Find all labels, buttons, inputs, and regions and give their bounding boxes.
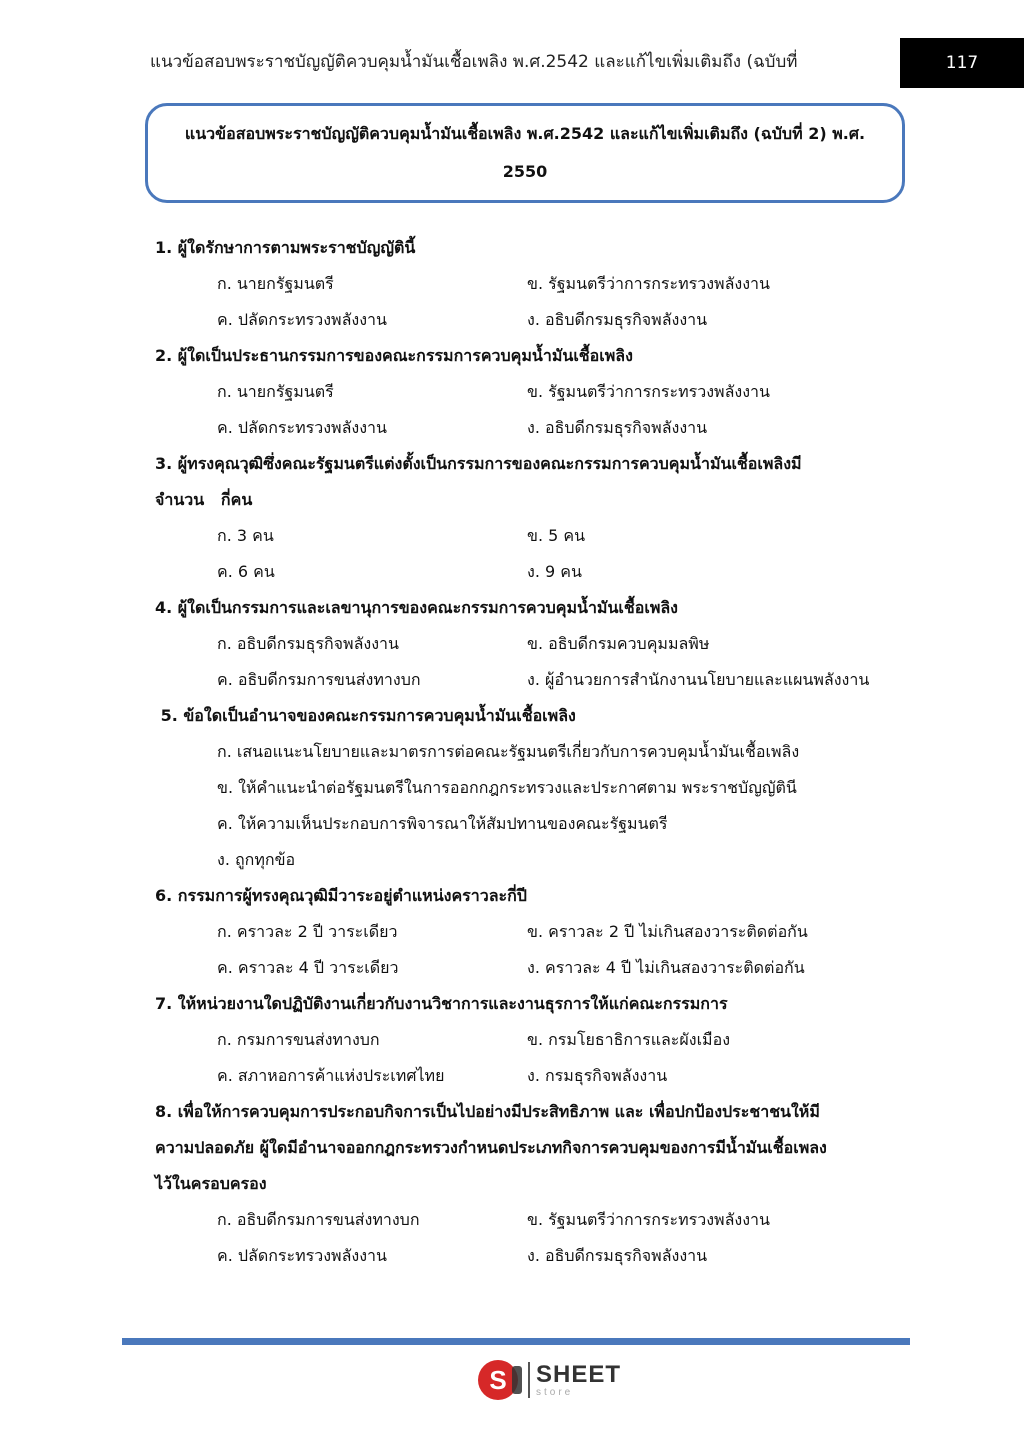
option-a: ก. 3 คน [217, 526, 274, 545]
question-text-line-2: ความปลอดภัย ผู้ใดมีอำนาจออกกฎกระทรวงกำหนดประเภทกิจการควบคุมของการมีน้ำมันเชื้อเพลง [155, 1138, 827, 1157]
title-line-2: 2550 [502, 162, 548, 181]
option-d: ง. อธิบดีกรมธุรกิจพลังงาน [527, 310, 708, 329]
option-d: ง. คราวละ 4 ปี ไม่เกินสองวาระติดต่อกัน [527, 958, 805, 977]
option-d: ง. 9 คน [527, 562, 582, 581]
option-a: ก. เสนอแนะนโยบายและมาตรการต่อคณะรัฐมนตรีเกี่ยวกับการควบคุมน้ำมันเชื้อเพลิง [217, 742, 800, 761]
option-b: ข. รัฐมนตรีว่าการกระทรวงพลังงาน [527, 274, 770, 293]
question-text: 4. ผู้ใดเป็นกรรมการและเลขานุการของคณะกรรมการควบคุมน้ำมันเชื้อเพลิง [155, 598, 678, 617]
question-text: 6. กรรมการผู้ทรงคุณวุฒิมีวาระอยู่ตำแหน่งคราวละกี่ปี [155, 886, 527, 905]
option-a: ก. นายกรัฐมนตรี [217, 382, 334, 401]
question-text-line-3: ไว้ในครอบครอง [155, 1174, 267, 1193]
question-2 [155, 338, 915, 446]
option-a: ก. อธิบดีกรมธุรกิจพลังงาน [217, 634, 399, 653]
question-text: 1. ผู้ใดรักษาการตามพระราชบัญญัตินี้ [155, 238, 416, 257]
question-8 [155, 1094, 915, 1274]
footer-divider [122, 1338, 910, 1345]
option-d: ง. ถูกทุกข้อ [217, 850, 296, 869]
title-line-1: แนวข้อสอบพระราชบัญญัติควบคุมน้ำมันเชื้อเพลิง พ.ศ.2542 และแก้ไขเพิ่มเติมถึง (ฉบับที่ 2) พ.ศ. [184, 124, 866, 143]
option-b: ข. รัฐมนตรีว่าการกระทรวงพลังงาน [527, 1210, 770, 1229]
option-b: ข. 5 คน [527, 526, 586, 545]
option-b: ข. ให้คำแนะนำต่อรัฐมนตรีในการออกกฎกระทรวงและประกาศตาม พระราชบัญญัตินี [217, 778, 797, 797]
option-b: ข. รัฐมนตรีว่าการกระทรวงพลังงาน [527, 382, 770, 401]
option-a: ก. อธิบดีกรมการขนส่งทางบก [217, 1210, 420, 1229]
option-a: ก. กรมการขนส่งทางบก [217, 1030, 380, 1049]
question-1 [155, 230, 915, 338]
question-5 [155, 698, 915, 878]
logo-s-icon: S [478, 1360, 518, 1400]
logo-word: SHEET [536, 1360, 622, 1388]
question-text-line-1: 8. เพื่อให้การควบคุมการประกอบกิจการเป็นไปอย่างมีประสิทธิภาพ และ เพื่อปกป้องประชาชนให้มี [155, 1102, 820, 1121]
option-d: ง. อธิบดีกรมธุรกิจพลังงาน [527, 1246, 708, 1265]
question-list [155, 230, 915, 1274]
option-b: ข. กรมโยธาธิการและผังเมือง [527, 1030, 731, 1049]
option-d: ง. ผู้อำนวยการสำนักงานนโยบายและแผนพลังงาน [527, 670, 870, 689]
sheet-store-logo [478, 1358, 621, 1402]
option-b: ข. คราวละ 2 ปี ไม่เกินสองวาระติดต่อกัน [527, 922, 808, 941]
logo-subword: store [536, 1386, 574, 1398]
question-4 [155, 590, 915, 698]
question-text: 2. ผู้ใดเป็นประธานกรรมการของคณะกรรมการควบคุมน้ำมันเชื้อเพลิง [155, 346, 633, 365]
option-c: ค. อธิบดีกรมการขนส่งทางบก [217, 670, 421, 689]
question-text: 7. ให้หน่วยงานใดปฏิบัติงานเกี่ยวกับงานวิชาการและงานธุรการให้แก่คณะกรรมการ [155, 994, 728, 1013]
option-c: ค. สภาหอการค้าแห่งประเทศไทย [217, 1066, 445, 1085]
logo-separator [528, 1362, 530, 1398]
option-b: ข. อธิบดีกรมควบคุมมลพิษ [527, 634, 710, 653]
title-box [145, 103, 905, 203]
question-text-line-1: 3. ผู้ทรงคุณวุฒิซึ่งคณะรัฐมนตรีแต่งตั้งเป็นกรรมการของคณะกรรมการควบคุมน้ำมันเชื้อเพลิงมี [155, 454, 802, 473]
question-3 [155, 446, 915, 590]
option-c: ค. ปลัดกระทรวงพลังงาน [217, 310, 387, 329]
question-7 [155, 986, 915, 1094]
option-c: ค. ให้ความเห็นประกอบการพิจารณาให้สัมปทานของคณะรัฐมนตรี [217, 814, 668, 833]
option-d: ง. กรมธุรกิจพลังงาน [527, 1066, 668, 1085]
question-6 [155, 878, 915, 986]
page-number: 117 [900, 38, 1024, 88]
running-header: แนวข้อสอบพระราชบัญญัติควบคุมน้ำมันเชื้อเพลิง พ.ศ.2542 และแก้ไขเพิ่มเติมถึง (ฉบับที่ [150, 52, 798, 72]
question-text: 5. ข้อใดเป็นอำนาจของคณะกรรมการควบคุมน้ำมันเชื้อเพลิง [155, 706, 576, 725]
option-c: ค. ปลัดกระทรวงพลังงาน [217, 418, 387, 437]
option-c: ค. ปลัดกระทรวงพลังงาน [217, 1246, 387, 1265]
question-text-line-2: จำนวน กี่คน [155, 490, 253, 509]
option-c: ค. คราวละ 4 ปี วาระเดียว [217, 958, 399, 977]
option-a: ก. นายกรัฐมนตรี [217, 274, 334, 293]
option-a: ก. คราวละ 2 ปี วาระเดียว [217, 922, 398, 941]
option-d: ง. อธิบดีกรมธุรกิจพลังงาน [527, 418, 708, 437]
option-c: ค. 6 คน [217, 562, 275, 581]
